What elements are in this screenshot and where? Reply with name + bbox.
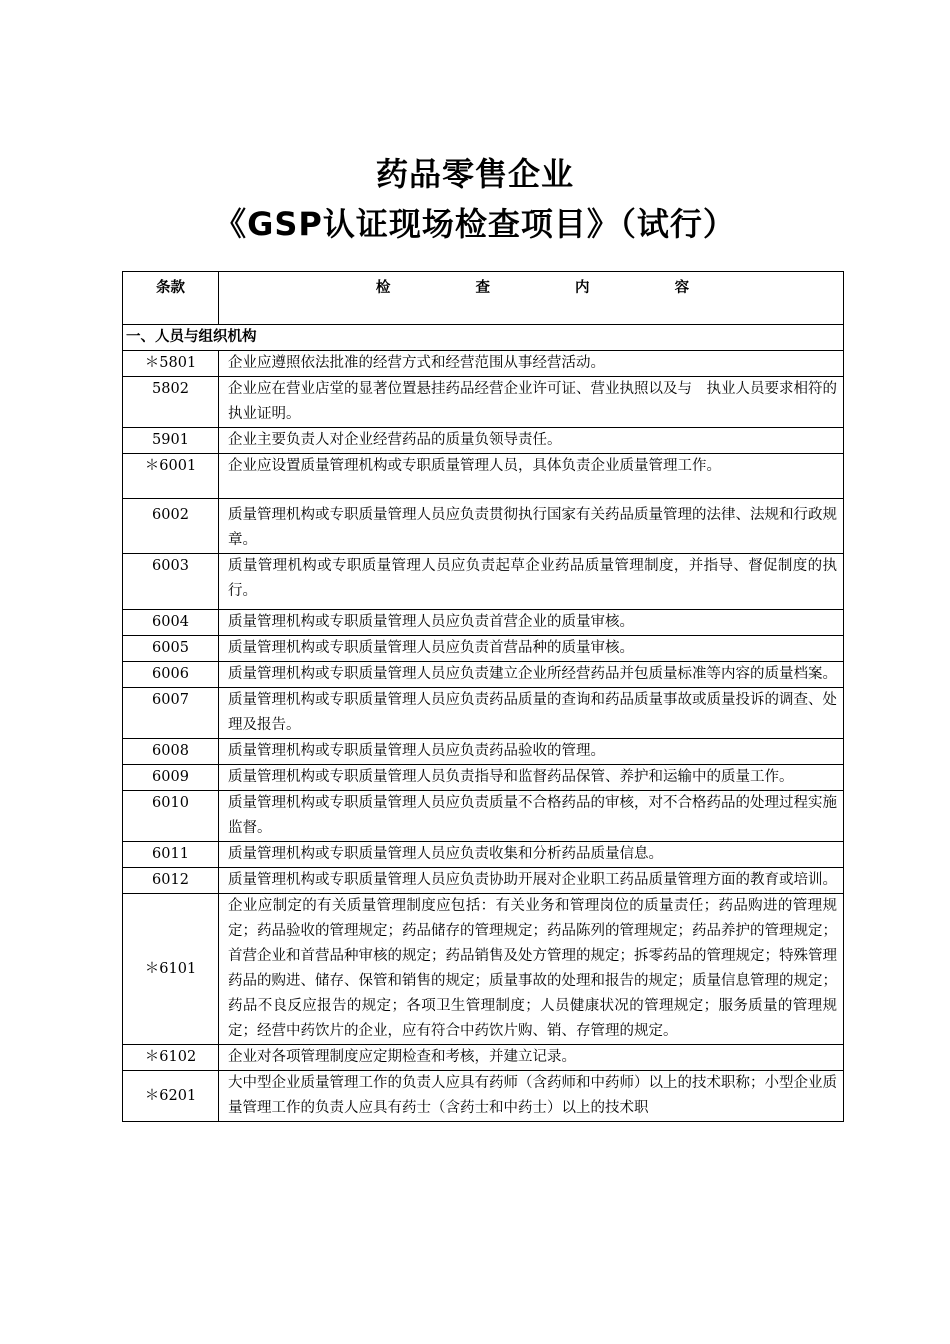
table-row: [123, 894, 844, 1045]
item-code: ＊5801: [123, 351, 219, 377]
item-code: 6006: [123, 662, 219, 688]
table-row: [123, 554, 844, 610]
table-row: [123, 765, 844, 791]
section-title: 一、人员与组织机构: [123, 325, 844, 351]
item-code: 6002: [123, 499, 219, 554]
header-content-cell: [219, 272, 844, 325]
item-code: 6004: [123, 610, 219, 636]
item-text: 质量管理机构或专职质量管理人员负责指导和监督药品保管、养护和运输中的质量工作。: [219, 765, 844, 791]
table-row: [123, 688, 844, 739]
item-code: ＊6001: [123, 454, 219, 499]
table-header-row: [123, 272, 844, 325]
document-title-line-1: 药品零售企业: [375, 155, 574, 193]
item-text: 质量管理机构或专职质量管理人员应负责收集和分析药品质量信息。: [219, 842, 844, 868]
inspection-items-table: [122, 271, 844, 1122]
item-code: 6005: [123, 636, 219, 662]
item-code: 6007: [123, 688, 219, 739]
item-code: 6011: [123, 842, 219, 868]
section-row: [123, 325, 844, 351]
item-text: 企业应遵照依法批准的经营方式和经营范围从事经营活动。: [219, 351, 844, 377]
table-row: [123, 842, 844, 868]
table-row: [123, 739, 844, 765]
table-row: [123, 1045, 844, 1071]
item-code: 6003: [123, 554, 219, 610]
item-text: 大中型企业质量管理工作的负责人应具有药师（含药师和中药师）以上的技术职称；小型企业质量管理工作的负责人应具有药士（含药士和中药士）以上的技术职: [219, 1071, 844, 1122]
item-code: ＊6102: [123, 1045, 219, 1071]
table-row: [123, 428, 844, 454]
table-row: [123, 499, 844, 554]
table-row: [123, 351, 844, 377]
item-code: 6009: [123, 765, 219, 791]
table-row: [123, 377, 844, 428]
item-text: 质量管理机构或专职质量管理人员应负责药品质量的查询和药品质量事故或质量投诉的调查、处理及报告。: [219, 688, 844, 739]
item-text: 质量管理机构或专职质量管理人员应负责质量不合格药品的审核，对不合格药品的处理过程实施监督。: [219, 791, 844, 842]
item-code: ＊6201: [123, 1071, 219, 1122]
item-text: 企业应制定的有关质量管理制度应包括：有关业务和管理岗位的质量责任；药品购进的管理规定；药品验收的管理规定；药品储存的管理规定；药品陈列的管理规定；药品养护的管理规定；首营企业和首营品种审核的规定；药品销售及处方管理的规定；拆零药品的管理规定；特殊管理药品的购进、储存、保管和销售的规定；质量事故的处理和报告的规定；质量信息管理的规定；药品不良反应报告的规定；各项卫生管理制度；人员健康状况的管理规定；服务质量的管理规定；经营中药饮片的企业，应有符合中药饮片购、销、存管理的规定。: [219, 894, 844, 1045]
item-text: 质量管理机构或专职质量管理人员应负责首营企业的质量审核。: [219, 610, 844, 636]
table-row: [123, 662, 844, 688]
item-code: 6008: [123, 739, 219, 765]
document-title-line-2: 《GSP认证现场检查项目》（试行）: [214, 205, 736, 243]
item-text: 质量管理机构或专职质量管理人员应负责首营品种的质量审核。: [219, 636, 844, 662]
table-row: [123, 610, 844, 636]
header-content-label: 检 查 内 容: [375, 280, 690, 296]
item-code: 5901: [123, 428, 219, 454]
table-row: [123, 636, 844, 662]
item-text: 企业应在营业店堂的显著位置悬挂药品经营企业许可证、营业执照以及与 执业人员要求相符的执业证明。: [219, 377, 844, 428]
item-code: 5802: [123, 377, 219, 428]
header-code-cell: 条款: [123, 272, 219, 325]
item-text: 企业对各项管理制度应定期检查和考核，并建立记录。: [219, 1045, 844, 1071]
item-text: 企业主要负责人对企业经营药品的质量负领导责任。: [219, 428, 844, 454]
item-text: 质量管理机构或专职质量管理人员应负责贯彻执行国家有关药品质量管理的法律、法规和行政规章。: [219, 499, 844, 554]
item-text: 质量管理机构或专职质量管理人员应负责起草企业药品质量管理制度，并指导、督促制度的执行。: [219, 554, 844, 610]
item-text: 企业应设置质量管理机构或专职质量管理人员，具体负责企业质量管理工作。: [219, 454, 844, 499]
item-code: 6012: [123, 868, 219, 894]
table-row: [123, 791, 844, 842]
table-row: [123, 454, 844, 499]
item-text: 质量管理机构或专职质量管理人员应负责药品验收的管理。: [219, 739, 844, 765]
table-row: [123, 1071, 844, 1122]
item-text: 质量管理机构或专职质量管理人员应负责协助开展对企业职工药品质量管理方面的教育或培训。: [219, 868, 844, 894]
item-code: ＊6101: [123, 894, 219, 1045]
item-text: 质量管理机构或专职质量管理人员应负责建立企业所经营药品并包质量标准等内容的质量档案。: [219, 662, 844, 688]
table-row: [123, 868, 844, 894]
item-code: 6010: [123, 791, 219, 842]
